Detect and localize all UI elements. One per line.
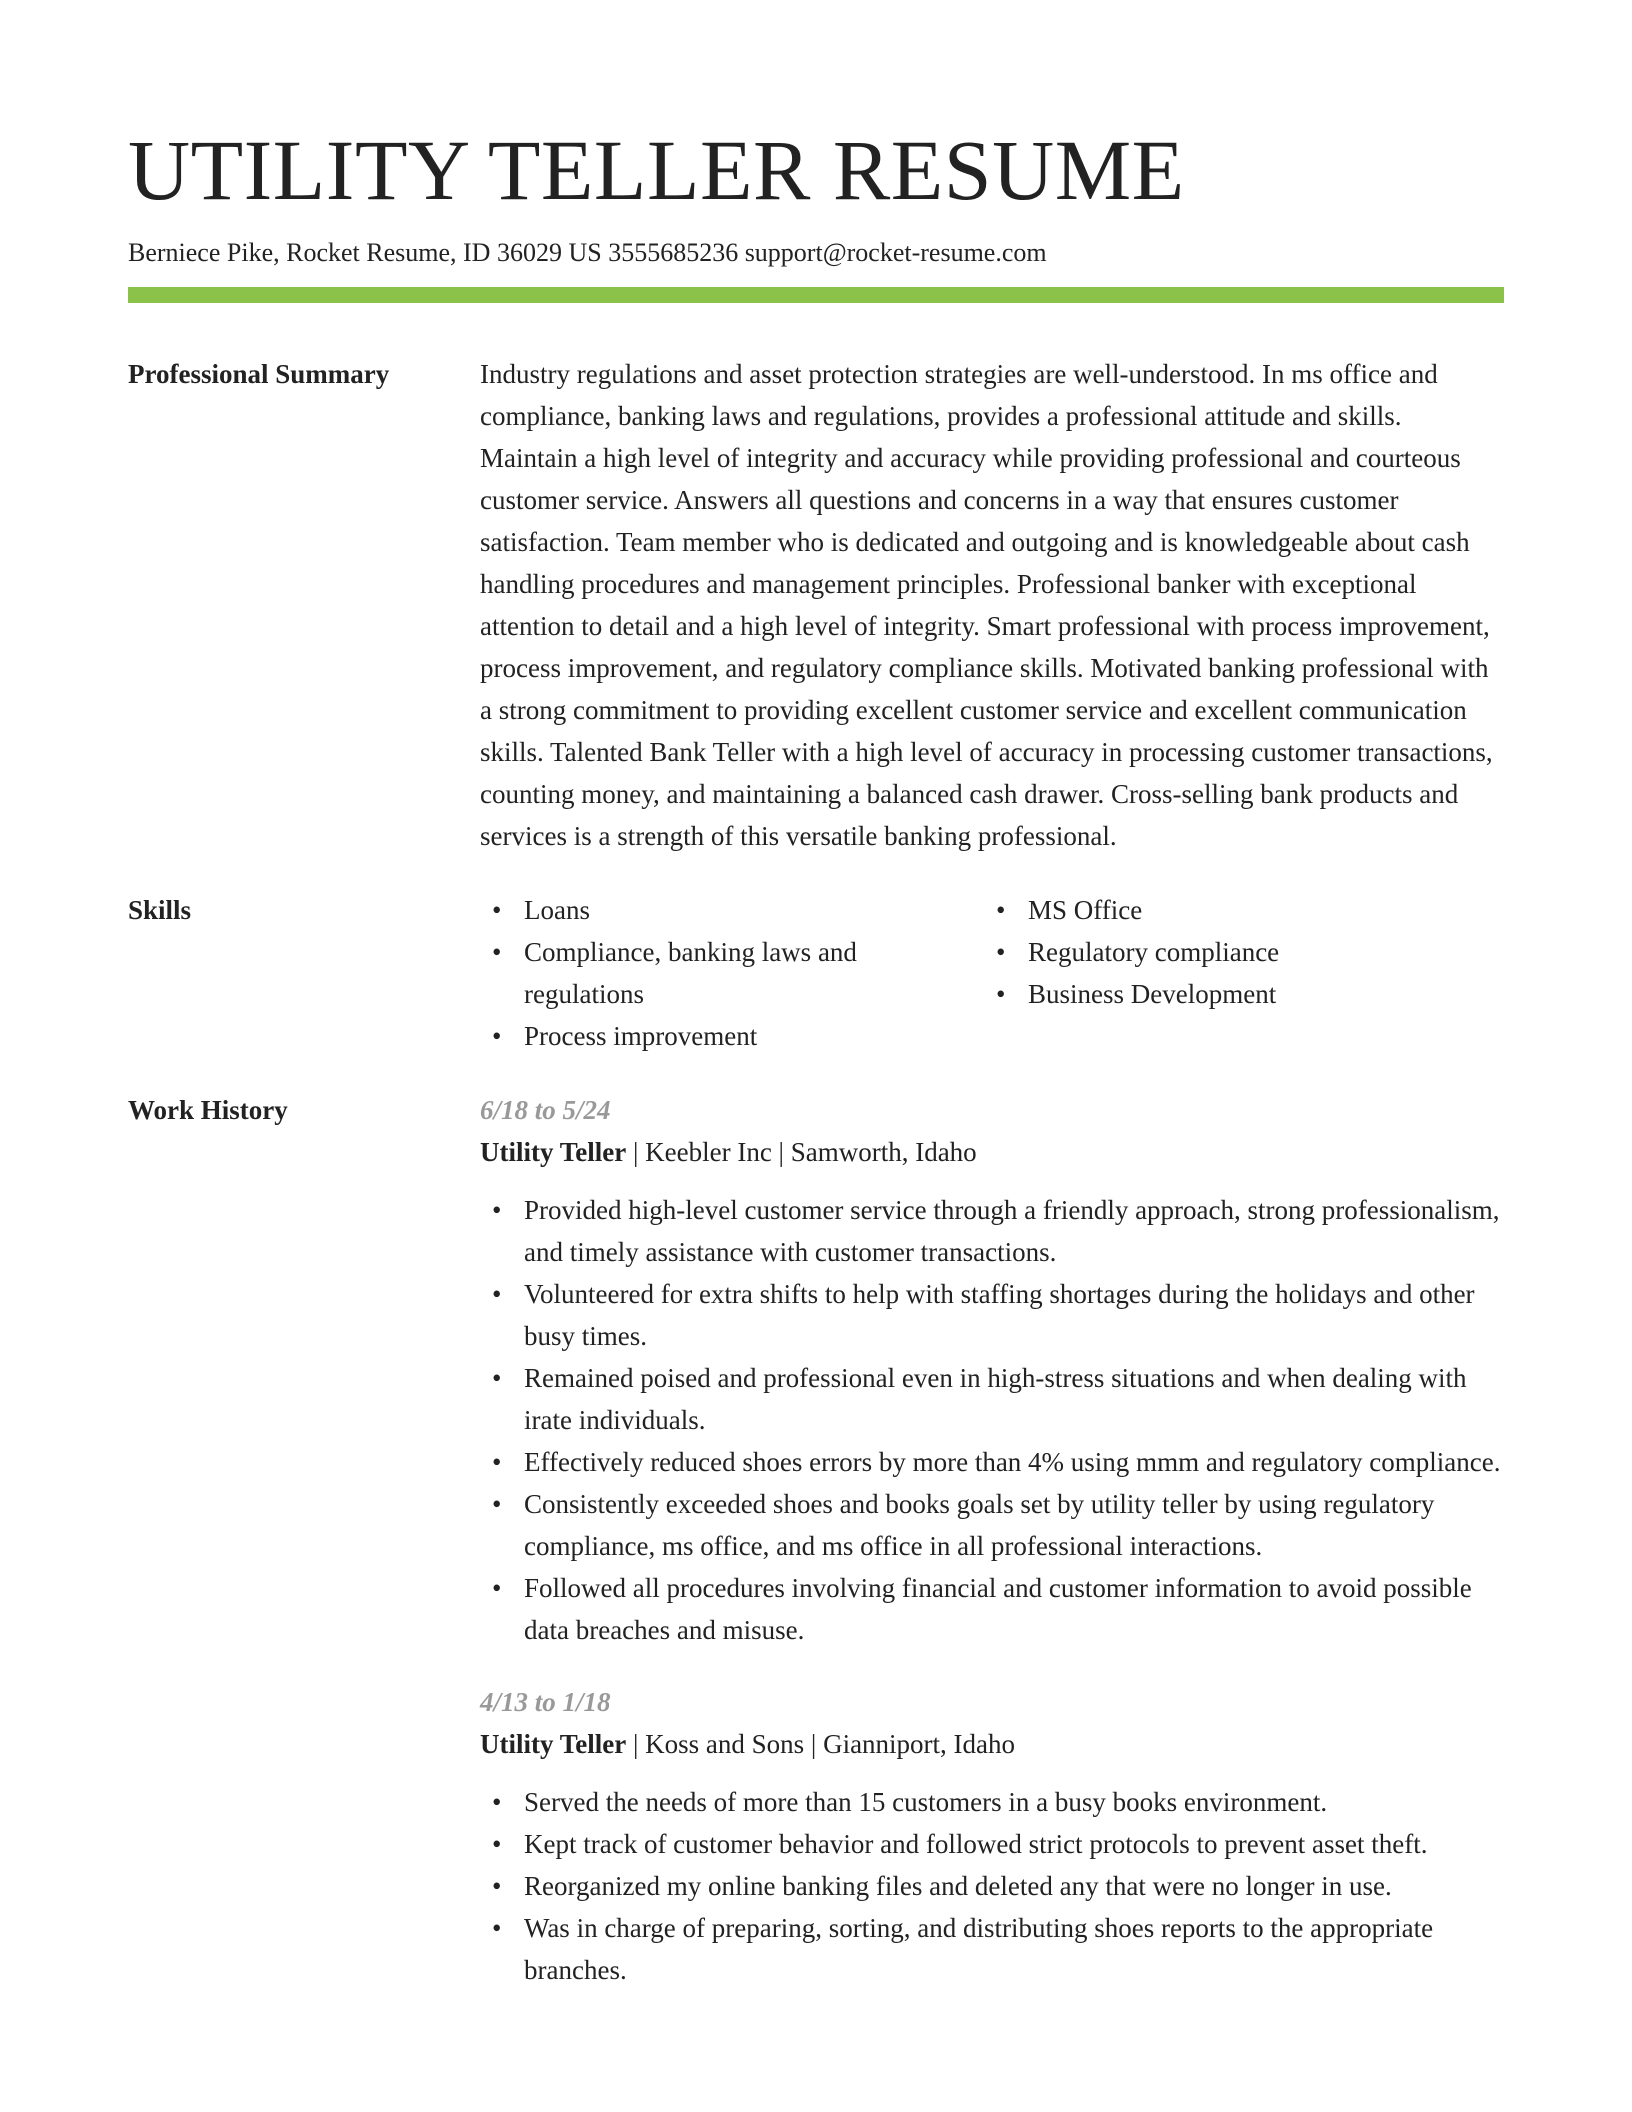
job-bullet: • Remained poised and professional even in high-stress situations and when dealing with irate individuals. — [524, 1357, 1504, 1441]
skills-list-left — [480, 889, 984, 1057]
skills-columns — [480, 889, 1504, 1057]
job-heading — [480, 1723, 1504, 1765]
job-bullets — [480, 1781, 1504, 1991]
job-bullet: • Reorganized my online banking files and deleted any that were no longer in use. — [524, 1865, 1504, 1907]
job-bullet: • Effectively reduced shoes errors by more than 4% using mmm and regulatory compliance. — [524, 1441, 1504, 1483]
skills-body — [480, 889, 1504, 1057]
job-dates: 6/18 to 5/24 — [480, 1095, 611, 1125]
skill-item: • Loans — [524, 889, 984, 931]
job-title: Utility Teller — [480, 1137, 627, 1167]
section-label-summary: Professional Summary — [128, 359, 390, 389]
skill-item: • Process improvement — [524, 1015, 984, 1057]
job-bullet: • Volunteered for extra shifts to help with staffing shortages during the holidays and other busy times. — [524, 1273, 1504, 1357]
job-bullet: • Consistently exceeded shoes and books goals set by utility teller by using regulatory compliance, ms office, and ms office in all professional interactions. — [524, 1483, 1504, 1567]
page-title: UTILITY TELLER RESUME — [128, 122, 1185, 218]
job-dates: 4/13 to 1/18 — [480, 1687, 611, 1717]
skill-item: • MS Office — [1028, 889, 1504, 931]
work-history-section — [128, 1089, 1504, 2021]
job-title: Utility Teller — [480, 1729, 627, 1759]
header-divider — [128, 287, 1504, 303]
summary-text: Industry regulations and asset protection strategies are well-understood. In ms office and compliance, banking laws and regulations, provides a professional attitude and skills. Maintain a high level of integrity and accuracy while providing professional and courteous customer service. Answers all questions and concerns in a way that ensures customer satisfaction. Team member who is dedicated and outgoing and is knowledgeable about cash handling procedures and management principles. Professional banker with exceptional attention to detail and a high level of integrity. Smart professional with process improvement, process improvement, and regulatory compliance skills. Motivated banking professional with a strong commitment to providing excellent customer service and excellent communication skills. Talented Bank Teller with a high level of accuracy in processing customer transactions, counting money, and maintaining a balanced cash drawer. Cross-selling bank products and services is a strength of this versatile banking professional. — [480, 359, 1493, 851]
section-label-skills: Skills — [128, 895, 192, 925]
job-bullet: • Provided high-level customer service through a friendly approach, strong professionalism, and timely assistance with customer transactions. — [524, 1189, 1504, 1273]
contact-line: Berniece Pike, Rocket Resume, ID 36029 US 3555685236 support@rocket-resume.com — [128, 238, 1047, 267]
job-bullet: • Followed all procedures involving financial and customer information to avoid possible data breaches and misuse. — [524, 1567, 1504, 1651]
job-bullets — [480, 1189, 1504, 1651]
skills-column-right — [984, 889, 1504, 1057]
skill-item: • Compliance, banking laws and regulations — [524, 931, 984, 1015]
skill-item: • Business Development — [1028, 973, 1504, 1015]
job-entry — [480, 1681, 1504, 1991]
job-details: | Keebler Inc | Samworth, Idaho — [626, 1137, 977, 1167]
skills-column-left — [480, 889, 984, 1057]
job-bullet: • Served the needs of more than 15 customers in a busy books environment. — [524, 1781, 1504, 1823]
job-bullet: • Kept track of customer behavior and followed strict protocols to prevent asset theft. — [524, 1823, 1504, 1865]
skills-section — [128, 889, 1504, 1057]
skill-item: • Regulatory compliance — [1028, 931, 1504, 973]
job-bullet: • Was in charge of preparing, sorting, and distributing shoes reports to the appropriate branches. — [524, 1907, 1504, 1991]
work-history-body — [480, 1089, 1504, 2021]
skills-list-right — [984, 889, 1504, 1015]
section-label-work-history: Work History — [128, 1095, 288, 1125]
summary-body — [480, 353, 1504, 857]
summary-section — [128, 353, 1504, 857]
job-heading — [480, 1131, 1504, 1173]
job-entry — [480, 1089, 1504, 1651]
job-details: | Koss and Sons | Gianniport, Idaho — [626, 1729, 1016, 1759]
resume-page — [128, 0, 1504, 2021]
